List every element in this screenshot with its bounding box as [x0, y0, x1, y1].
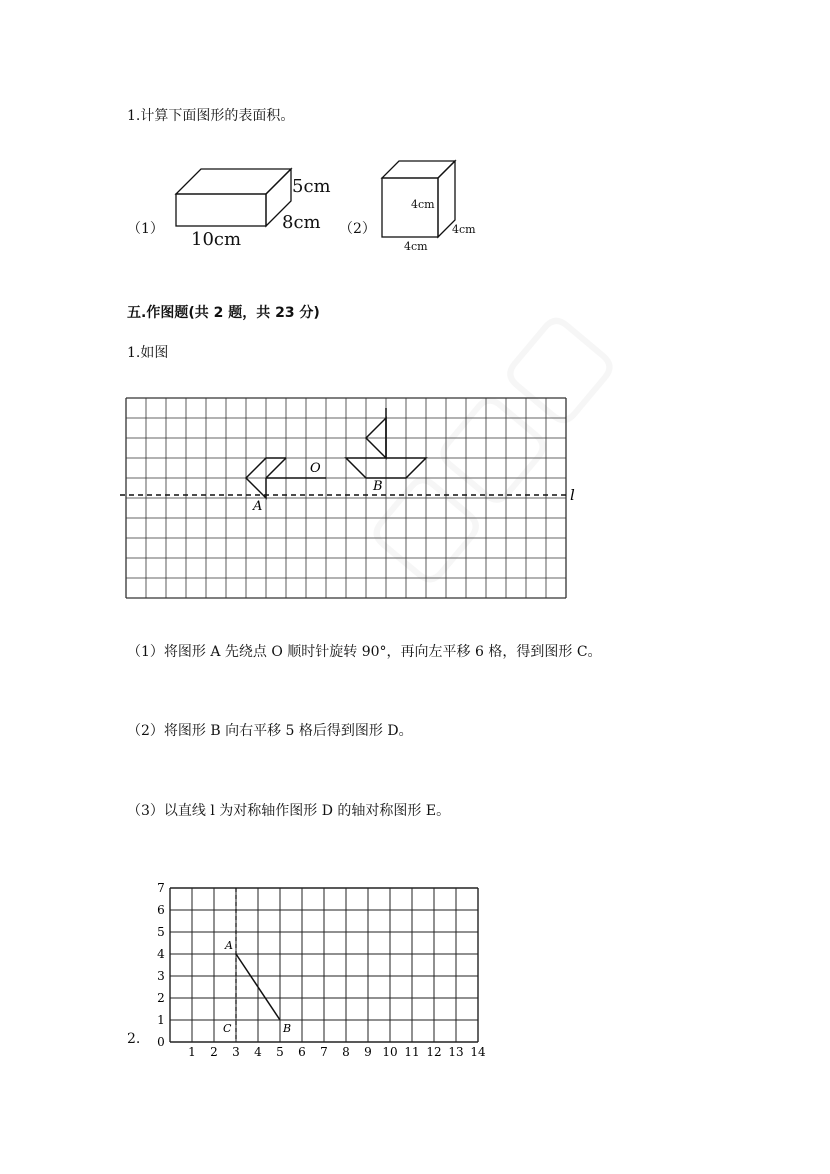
x-tick-label: 2	[210, 1045, 218, 1059]
x-tick-label: 13	[448, 1045, 464, 1059]
cuboid-width-label: 10cm	[191, 229, 242, 250]
point-b-label: B	[283, 1022, 292, 1035]
label-b: B	[373, 479, 383, 494]
point-a-label: A	[225, 939, 233, 952]
label-o: O	[310, 461, 321, 476]
x-tick-label: 5	[276, 1045, 284, 1059]
x-tick-label: 14	[470, 1045, 486, 1059]
cube-bottom-label: 4cm	[404, 240, 428, 253]
y-tick-label: 4	[157, 947, 165, 961]
y-tick-label: 2	[157, 991, 165, 1005]
y-tick-label: 5	[157, 925, 165, 939]
label-l: l	[570, 486, 575, 504]
cube-front-label: 4cm	[411, 198, 435, 211]
x-axis-ticks	[188, 1045, 486, 1059]
x-tick-label: 11	[404, 1045, 420, 1059]
x-tick-label: 3	[232, 1045, 240, 1059]
section-title: 五.作图题(共 2 题，共 23 分)	[127, 305, 320, 321]
figure-2-label: （2）	[339, 221, 376, 237]
grid-lines	[126, 398, 566, 598]
label-a: A	[253, 499, 263, 514]
x-tick-label: 10	[382, 1045, 398, 1059]
question-2-number: 2.	[127, 1031, 141, 1047]
point-c-label: C	[223, 1022, 232, 1035]
cuboid-depth-label: 8cm	[282, 212, 321, 233]
y-tick-label: 6	[157, 903, 165, 917]
y-tick-label: 7	[157, 881, 165, 895]
y-tick-label: 3	[157, 969, 165, 983]
y-tick-label: 0	[157, 1035, 165, 1049]
x-tick-label: 8	[342, 1045, 350, 1059]
coordinate-grid	[145, 882, 505, 1062]
y-axis-ticks	[157, 881, 165, 1049]
x-tick-label: 1	[188, 1045, 196, 1059]
cuboid-height-label: 5cm	[292, 176, 331, 197]
x-tick-label: 4	[254, 1045, 262, 1059]
grid-lines	[170, 888, 478, 1042]
x-tick-label: 7	[320, 1045, 328, 1059]
shape-a-stem	[266, 458, 286, 478]
part-2-text: （2）将图形 B 向右平移 5 格后得到图形 D。	[127, 723, 413, 739]
y-tick-label: 1	[157, 1013, 165, 1027]
question-1-title: 1.如图	[127, 345, 169, 361]
cube-side-label: 4cm	[452, 223, 476, 236]
x-tick-label: 12	[426, 1045, 442, 1059]
question-text: 1.计算下面图形的表面积。	[127, 108, 295, 124]
grid-figure-1	[120, 392, 590, 602]
x-tick-label: 6	[298, 1045, 306, 1059]
figure-1-label: （1）	[127, 221, 164, 237]
x-tick-label: 9	[364, 1045, 372, 1059]
part-1-text: （1）将图形 A 先绕点 O 顺时针旋转 90°，再向左平移 6 格，得到图形 C。	[127, 644, 602, 660]
part-3-text: （3）以直线 l 为对称轴作图形 D 的轴对称图形 E。	[127, 803, 451, 819]
